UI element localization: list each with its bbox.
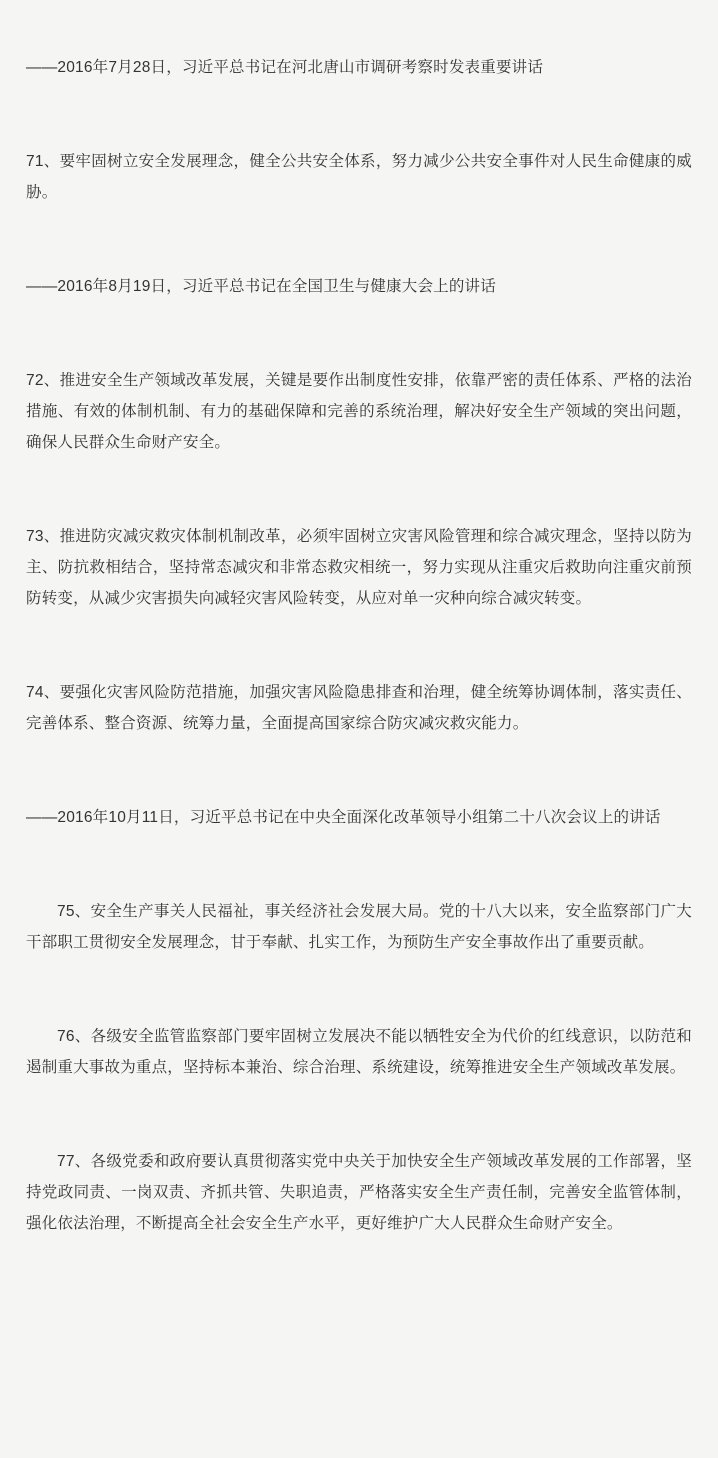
item-71: 71、要牢固树立安全发展理念，健全公共安全体系，努力减少公共安全事件对人民生命健康的威胁。 (26, 153, 692, 201)
item-76: 76、各级安全监管监察部门要牢固树立发展决不能以牺牲安全为代价的红线意识，以防范和遏制重大事故为重点，坚持标本兼治、综合治理、系统建设，统筹推进安全生产领域改革发展。 (26, 1028, 692, 1076)
item-73: 73、推进防灾减灾救灾体制机制改革，必须牢固树立灾害风险管理和综合减灾理念，坚持以防为主、防抗救相结合，坚持常态减灾和非常态救灾相统一，努力实现从注重灾后救助向注重灾前预防转变，从减少灾害损失向减轻灾害风险转变，从应对单一灾种向综合减灾转变。 (26, 528, 692, 607)
item-72: 72、推进安全生产领域改革发展，关键是要作出制度性安排，依靠严密的责任体系、严格的法治措施、有效的体制机制、有力的基础保障和完善的系统治理，解决好安全生产领域的突出问题，确保人民群众生命财产安全。 (26, 372, 692, 451)
item-75: 75、安全生产事关人民福祉，事关经济社会发展大局。党的十八大以来，安全监察部门广大干部职工贯彻安全发展理念，甘于奉献、扎实工作，为预防生产安全事故作出了重要贡献。 (26, 903, 692, 951)
source-line-2016-10-11: ——2016年10月11日，习近平总书记在中央全面深化改革领导小组第二十八次会议上的讲话 (26, 809, 661, 826)
source-line-2016-08-19: ——2016年8月19日，习近平总书记在全国卫生与健康大会上的讲话 (26, 278, 496, 295)
item-77: 77、各级党委和政府要认真贯彻落实党中央关于加快安全生产领域改革发展的工作部署，坚持党政同责、一岗双责、齐抓共管、失职追责，严格落实安全生产责任制，完善安全监管体制，强化依法治理，不断提高全社会安全生产水平，更好维护广大人民群众生命财产安全。 (26, 1153, 692, 1232)
item-74: 74、要强化灾害风险防范措施，加强灾害风险隐患排查和治理，健全统筹协调体制，落实责任、完善体系、整合资源、统筹力量，全面提高国家综合防灾减灾救灾能力。 (26, 684, 692, 732)
source-line-2016-07-28: ——2016年7月28日，习近平总书记在河北唐山市调研考察时发表重要讲话 (26, 59, 544, 76)
